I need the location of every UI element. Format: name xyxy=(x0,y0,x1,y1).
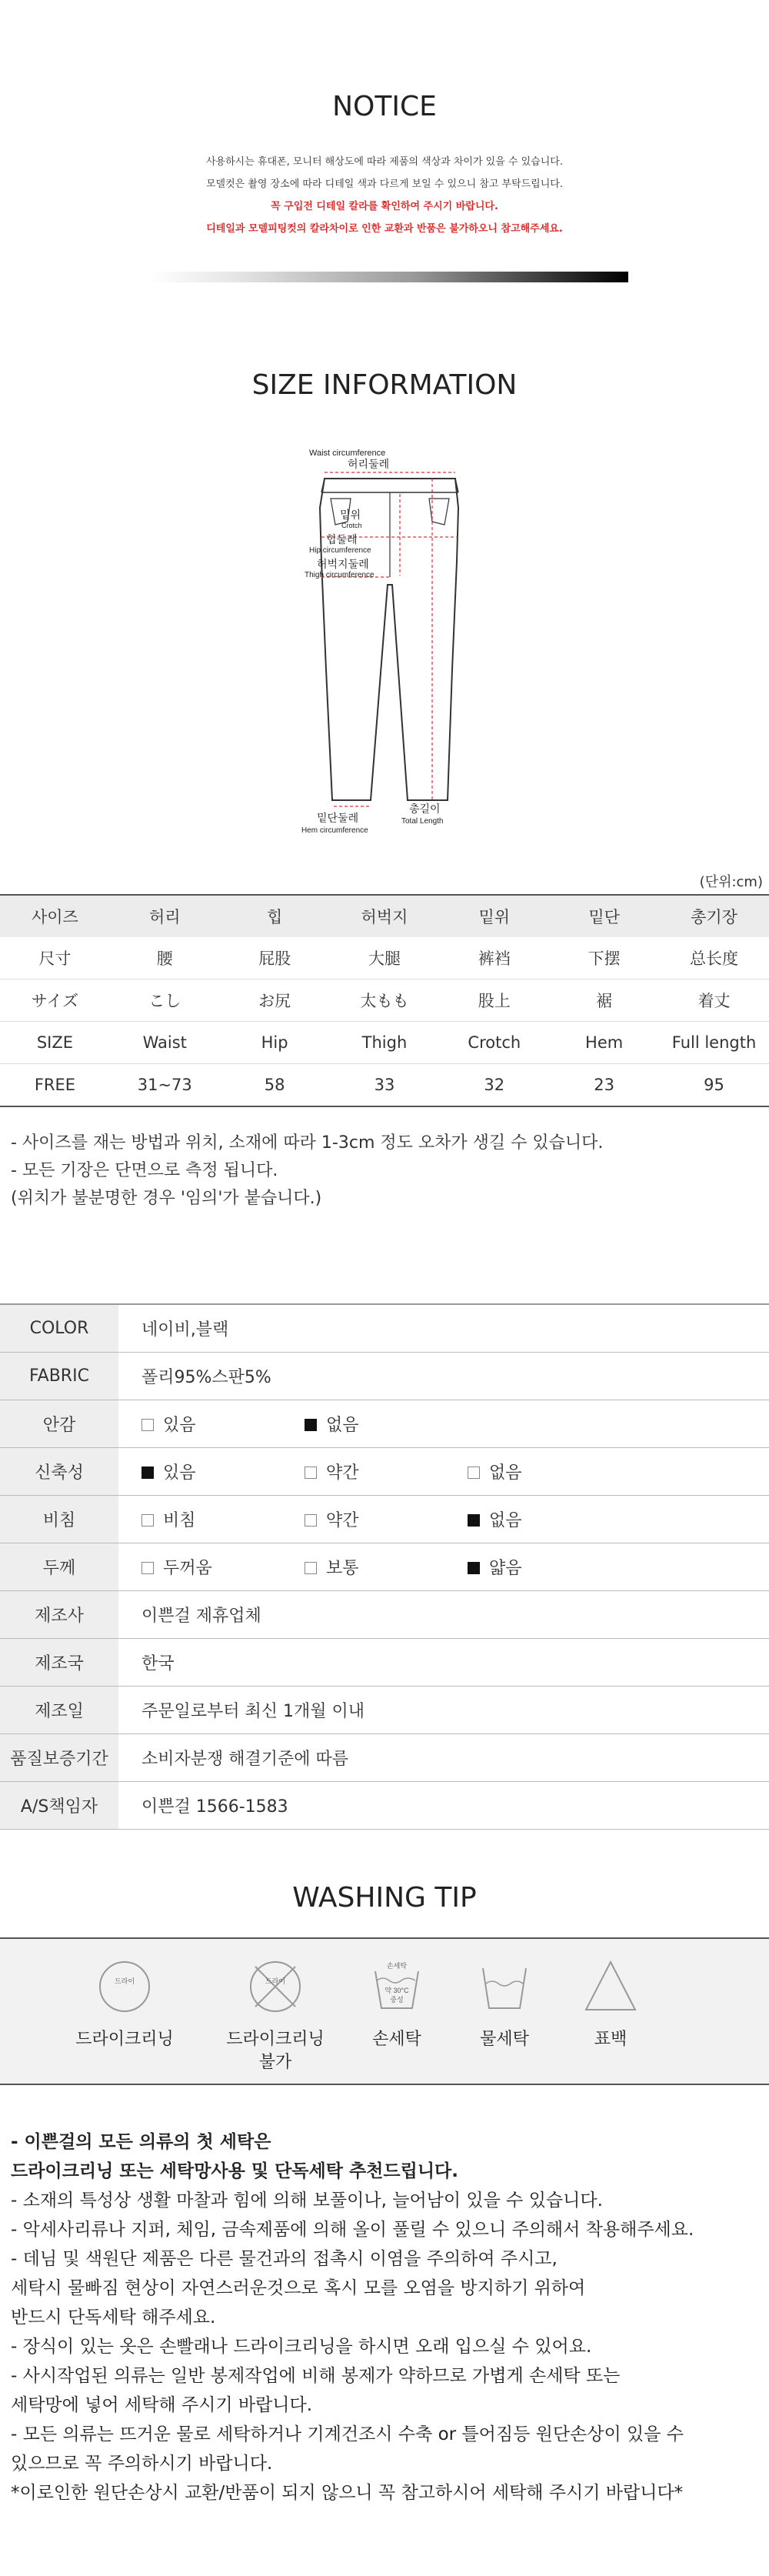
checkbox-empty-icon xyxy=(468,1467,480,1479)
table-cell: Waist xyxy=(110,1022,220,1064)
tip-line: - 이쁜걸의 모든 의류의 첫 세탁은 xyxy=(11,2132,271,2152)
checkbox-empty-icon xyxy=(141,1514,154,1527)
table-cell: 大腿 xyxy=(330,937,440,979)
spec-row-country xyxy=(0,1639,769,1687)
wash-item-hand-wash xyxy=(343,1957,451,2051)
table-cell: 裤裆 xyxy=(439,937,549,979)
table-cell: 总长度 xyxy=(659,937,769,979)
table-cell: 허벅지 xyxy=(330,895,440,937)
tip-line: 반드시 단독세탁 해주세요. xyxy=(11,2307,216,2327)
notice-title: NOTICE xyxy=(332,91,437,122)
tip-line: 세탁시 물빠짐 현상이 자연스러운것으로 혹시 모를 오염을 방지하기 위하여 xyxy=(11,2278,586,2298)
option xyxy=(141,1412,305,1436)
waist-en-label: Waist circumference xyxy=(309,449,386,458)
washing-title: WASHING TIP xyxy=(292,1882,477,1914)
notice-line-red: 꼭 구입전 디테일 칼라를 확인하여 주시기 바랍니다. xyxy=(271,201,498,212)
table-cell: 밑단 xyxy=(549,895,659,937)
option xyxy=(141,1555,305,1579)
wash-item-dry-clean xyxy=(71,1957,178,2051)
svg-text:드라이: 드라이 xyxy=(265,1977,286,1985)
option-label: 비침 xyxy=(163,1511,196,1530)
note-line: (위치가 불분명한 경우 '임의'가 붙습니다.) xyxy=(11,1189,322,1208)
checkbox-empty-icon xyxy=(141,1419,154,1431)
option xyxy=(468,1555,631,1579)
spec-row-stretch xyxy=(0,1448,769,1496)
thigh-en-label: Thigh circumference xyxy=(305,571,375,579)
length-en-label: Total Length xyxy=(401,817,444,826)
spec-label: 품질보증기간 xyxy=(0,1734,118,1782)
option xyxy=(468,1460,631,1483)
spec-label: A/S책임자 xyxy=(0,1782,118,1830)
table-cell: 腰 xyxy=(110,937,220,979)
hem-en-label: Hem circumference xyxy=(301,826,368,835)
table-cell: 尺寸 xyxy=(0,937,110,979)
spec-value: 주문일로부터 최신 1개월 이내 xyxy=(118,1687,769,1734)
svg-text:약 30°C: 약 30°C xyxy=(384,1987,409,1994)
spec-row-lining xyxy=(0,1400,769,1448)
hip-en-label: Hip circumference xyxy=(309,546,371,555)
tip-line: - 악세사리류나 지퍼, 체임, 금속제품에 의해 올이 풀릴 수 있으니 주의해서 착용해주세요. xyxy=(11,2220,694,2240)
size-info-title: SIZE INFORMATION xyxy=(251,369,518,401)
table-cell: 58 xyxy=(220,1064,330,1107)
checkbox-filled-icon xyxy=(305,1419,317,1431)
table-cell: 股上 xyxy=(439,979,549,1022)
unit-label: (단위:cm) xyxy=(699,874,763,890)
wash-label: 물세탁 xyxy=(480,2030,529,2049)
option-label: 약간 xyxy=(326,1463,359,1483)
spec-row-sheer xyxy=(0,1496,769,1543)
tip-line: 있으므로 꼭 주의하시기 바랍니다. xyxy=(11,2454,273,2474)
tip-line: - 모든 의류는 뜨거운 물로 세탁하거나 기계건조시 수축 or 틀어짐등 원단손상이 있을 수 xyxy=(11,2424,684,2444)
option-label: 얇음 xyxy=(489,1559,522,1578)
table-cell: Hem xyxy=(549,1022,659,1064)
wash-item-water-wash xyxy=(451,1957,558,2051)
table-cell: 밑위 xyxy=(439,895,549,937)
hip-ko-label: 힙둘레 xyxy=(326,533,358,546)
table-cell: 허리 xyxy=(110,895,220,937)
tip-line: - 사시작업된 의류는 일반 봉제작업에 비해 봉제가 약하므로 가볍게 손세탁 또는 xyxy=(11,2366,621,2386)
spec-row-as xyxy=(0,1782,769,1830)
pants-size-diagram xyxy=(294,439,486,839)
no-dry-clean-icon xyxy=(246,1957,305,2016)
option-label: 없음 xyxy=(489,1511,522,1530)
note-line: - 모든 기장은 단면으로 측정 됩니다. xyxy=(11,1161,278,1180)
option-label: 보통 xyxy=(326,1559,359,1578)
wash-item-bleach xyxy=(557,1957,664,2051)
notice-line: 사용하시는 휴대폰, 모니터 해상도에 따라 제품의 색상과 차이가 있을 수 있습니다. xyxy=(205,156,563,168)
table-cell: 95 xyxy=(659,1064,769,1107)
table-cell: お尻 xyxy=(220,979,330,1022)
table-cell: 23 xyxy=(549,1064,659,1107)
spec-label: 안감 xyxy=(0,1400,118,1448)
spec-label: 제조사 xyxy=(0,1591,118,1639)
table-cell: 사이즈 xyxy=(0,895,110,937)
spec-row-maker xyxy=(0,1591,769,1639)
wash-item-no-dry-clean xyxy=(221,1957,329,2074)
spec-label: 신축성 xyxy=(0,1448,118,1496)
spec-value: 한국 xyxy=(118,1639,769,1687)
table-cell: 着丈 xyxy=(659,979,769,1022)
tip-line: *이로인한 원단손상시 교환/반품이 되지 않으니 꼭 참고하시어 세탁해 주시기 바랍니다* xyxy=(11,2483,684,2503)
spec-row-warranty xyxy=(0,1734,769,1782)
table-cell: サイズ xyxy=(0,979,110,1022)
checkbox-empty-icon xyxy=(305,1467,317,1479)
tip-line: - 장식이 있는 옷은 손빨래나 드라이크리닝을 하시면 오래 입으실 수 있어요. xyxy=(11,2337,592,2357)
option xyxy=(305,1412,468,1436)
table-row xyxy=(0,895,769,937)
spec-value: 소비자분쟁 해결기준에 따름 xyxy=(118,1734,769,1782)
table-cell: FREE xyxy=(0,1064,110,1107)
spec-label: COLOR xyxy=(0,1304,118,1353)
waist-ko-label: 허리둘레 xyxy=(348,458,390,470)
spec-value: 이쁜걸 1566-1583 xyxy=(118,1782,769,1830)
table-row xyxy=(0,979,769,1022)
option-label: 약간 xyxy=(326,1511,359,1530)
table-cell: Crotch xyxy=(439,1022,549,1064)
tip-line: 드라이크리닝 또는 세탁망사용 및 단독세탁 추천드립니다. xyxy=(11,2161,459,2181)
table-cell: こし xyxy=(110,979,220,1022)
washing-tips xyxy=(11,2127,764,2508)
checkbox-filled-icon xyxy=(468,1514,480,1527)
table-cell: 32 xyxy=(439,1064,549,1107)
table-cell: 총기장 xyxy=(659,895,769,937)
table-cell: 裾 xyxy=(549,979,659,1022)
bleach-icon xyxy=(581,1957,640,2016)
thigh-ko-label: 허벅지둘레 xyxy=(317,558,369,570)
option-label: 있음 xyxy=(163,1463,196,1483)
option xyxy=(141,1507,305,1531)
crotch-ko-label: 밑위 xyxy=(340,509,361,521)
wash-label: 표백 xyxy=(594,2030,628,2049)
wash-label-line2: 불가 xyxy=(258,2053,292,2072)
size-notes xyxy=(11,1130,603,1213)
spec-row-thickness xyxy=(0,1543,769,1591)
spec-label: 제조일 xyxy=(0,1687,118,1734)
table-cell: Full length xyxy=(659,1022,769,1064)
table-cell: 下摆 xyxy=(549,937,659,979)
water-wash-icon xyxy=(475,1957,534,2016)
crotch-en-label: Crotch xyxy=(341,522,362,529)
table-cell: Hip xyxy=(220,1022,330,1064)
notice-line-red: 디테일과 모델피팅컷의 칼라차이로 인한 교환과 반품은 불가하오니 참고해주세요. xyxy=(206,223,563,235)
checkbox-filled-icon xyxy=(468,1562,480,1574)
gradient-bar xyxy=(148,272,628,282)
table-cell: SIZE xyxy=(0,1022,110,1064)
spec-row-date xyxy=(0,1687,769,1734)
table-cell: Thigh xyxy=(330,1022,440,1064)
note-line: - 사이즈를 재는 방법과 위치, 소재에 따라 1-3cm 정도 오차가 생길 수 있습니다. xyxy=(11,1133,604,1153)
table-cell: 太もも xyxy=(330,979,440,1022)
spec-row-fabric xyxy=(0,1353,769,1400)
wash-label: 드라이크리닝 xyxy=(226,2030,325,2049)
table-row xyxy=(0,1022,769,1064)
checkbox-filled-icon xyxy=(141,1467,154,1479)
spec-value: 폴리95%스판5% xyxy=(118,1353,769,1400)
option xyxy=(305,1460,468,1483)
notice-line: 모델컷은 촬영 장소에 따라 디테일 색과 다르게 보일 수 있으니 참고 부탁드립니다. xyxy=(205,179,563,190)
spec-value: 이쁜걸 제휴업체 xyxy=(118,1591,769,1639)
spec-row-color xyxy=(0,1304,769,1353)
table-cell: 33 xyxy=(330,1064,440,1107)
notice-text xyxy=(0,151,769,240)
tip-line: - 소재의 특성상 생활 마찰과 힘에 의해 보풀이나, 늘어남이 있을 수 있습니다. xyxy=(11,2191,603,2211)
hand-wash-icon xyxy=(368,1957,426,2016)
option-label: 두꺼움 xyxy=(163,1559,212,1578)
svg-text:드라이: 드라이 xyxy=(114,1977,135,1985)
checkbox-empty-icon xyxy=(305,1514,317,1527)
svg-text:손세탁: 손세탁 xyxy=(386,1962,408,1970)
table-row xyxy=(0,937,769,979)
spec-value: 네이비,블랙 xyxy=(118,1304,769,1353)
length-ko-label: 총길이 xyxy=(409,802,441,815)
hem-ko-label: 밑단둘레 xyxy=(317,812,359,824)
table-row xyxy=(0,1064,769,1107)
wash-label: 손세탁 xyxy=(372,2030,421,2049)
tip-line: - 데님 및 색원단 제품은 다른 물건과의 접촉시 이염을 주의하여 주시고, xyxy=(11,2249,558,2269)
svg-text:중성: 중성 xyxy=(390,1996,404,2004)
dry-clean-icon xyxy=(95,1957,154,2016)
option xyxy=(468,1507,631,1531)
table-cell: 31~73 xyxy=(110,1064,220,1107)
option-label: 없음 xyxy=(326,1416,359,1435)
spec-label: FABRIC xyxy=(0,1353,118,1400)
option-label: 있음 xyxy=(163,1416,196,1435)
table-cell: 힙 xyxy=(220,895,330,937)
spec-label: 제조국 xyxy=(0,1639,118,1687)
wash-label: 드라이크리닝 xyxy=(75,2030,174,2049)
option xyxy=(141,1460,305,1483)
washing-icons-panel xyxy=(0,1937,769,2085)
table-cell: 屁股 xyxy=(220,937,330,979)
spec-label: 두께 xyxy=(0,1543,118,1591)
option-label: 없음 xyxy=(489,1463,522,1483)
tip-line: 세탁망에 넣어 세탁해 주시기 바랍니다. xyxy=(11,2395,313,2415)
option xyxy=(305,1555,468,1579)
option xyxy=(305,1507,468,1531)
checkbox-empty-icon xyxy=(141,1562,154,1574)
checkbox-empty-icon xyxy=(305,1562,317,1574)
spec-label: 비침 xyxy=(0,1496,118,1543)
product-spec-table xyxy=(0,1303,769,1830)
size-table xyxy=(0,894,769,1107)
